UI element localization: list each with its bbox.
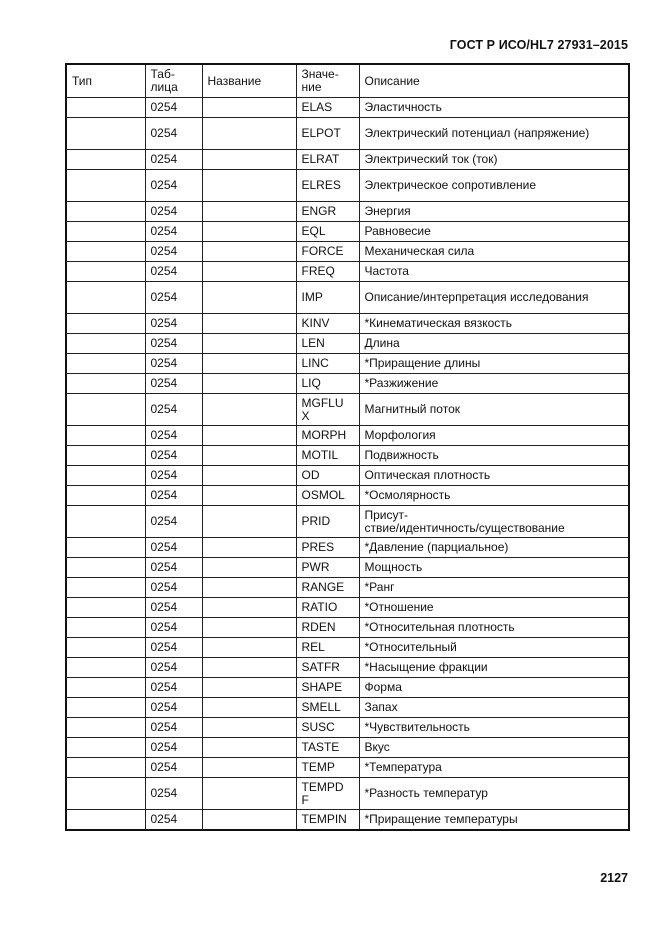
cell-value: TASTE [296, 738, 359, 758]
cell-name [202, 618, 296, 638]
cell-description: Магнитный поток [359, 394, 629, 426]
cell-table: 0254 [145, 678, 202, 698]
table-row [66, 242, 629, 262]
cell-type [66, 810, 145, 831]
cell-value: IMP [296, 282, 359, 314]
cell-type [66, 758, 145, 778]
cell-name [202, 394, 296, 426]
cell-table: 0254 [145, 538, 202, 558]
cell-name [202, 810, 296, 831]
cell-description: Подвижность [359, 446, 629, 466]
cell-description: *Чувствительность [359, 718, 629, 738]
cell-type [66, 374, 145, 394]
header-table: Таб- лица [145, 64, 202, 98]
cell-type [66, 618, 145, 638]
cell-name [202, 98, 296, 118]
cell-table: 0254 [145, 222, 202, 242]
cell-table: 0254 [145, 618, 202, 638]
cell-name [202, 354, 296, 374]
cell-type [66, 718, 145, 738]
cell-name [202, 658, 296, 678]
cell-type [66, 118, 145, 150]
cell-description: Запах [359, 698, 629, 718]
cell-description: *Разжижение [359, 374, 629, 394]
table-row [66, 394, 629, 426]
cell-table: 0254 [145, 466, 202, 486]
cell-type [66, 170, 145, 202]
cell-table: 0254 [145, 506, 202, 538]
table-row [66, 558, 629, 578]
table-row [66, 118, 629, 150]
table-row [66, 738, 629, 758]
cell-name [202, 538, 296, 558]
cell-value: MGFLU X [296, 394, 359, 426]
cell-value: ENGR [296, 202, 359, 222]
cell-value: KINV [296, 314, 359, 334]
cell-table: 0254 [145, 262, 202, 282]
cell-type [66, 262, 145, 282]
cell-name [202, 242, 296, 262]
cell-value: ELAS [296, 98, 359, 118]
cell-name [202, 222, 296, 242]
cell-value: OD [296, 466, 359, 486]
cell-type [66, 578, 145, 598]
cell-table: 0254 [145, 598, 202, 618]
cell-type [66, 222, 145, 242]
cell-name [202, 314, 296, 334]
table-row [66, 778, 629, 810]
header-type: Тип [66, 64, 145, 98]
cell-type [66, 658, 145, 678]
table-row [66, 486, 629, 506]
cell-description: Длина [359, 334, 629, 354]
cell-name [202, 262, 296, 282]
cell-description: Морфология [359, 426, 629, 446]
cell-name [202, 150, 296, 170]
cell-name [202, 558, 296, 578]
cell-value: SMELL [296, 698, 359, 718]
table-row [66, 446, 629, 466]
cell-type [66, 778, 145, 810]
cell-value: REL [296, 638, 359, 658]
document-header: ГОСТ Р ИСО/HL7 27931–2015 [449, 38, 628, 52]
cell-table: 0254 [145, 334, 202, 354]
cell-type [66, 354, 145, 374]
table-row [66, 718, 629, 738]
cell-name [202, 758, 296, 778]
cell-description: Форма [359, 678, 629, 698]
cell-type [66, 314, 145, 334]
cell-value: TEMP [296, 758, 359, 778]
cell-name [202, 466, 296, 486]
cell-name [202, 282, 296, 314]
cell-description: *Ранг [359, 578, 629, 598]
cell-value: ELRES [296, 170, 359, 202]
cell-type [66, 242, 145, 262]
cell-type [66, 446, 145, 466]
cell-type [66, 738, 145, 758]
codes-table [65, 63, 630, 831]
table-row [66, 758, 629, 778]
cell-type [66, 334, 145, 354]
table-row [66, 618, 629, 638]
cell-value: FORCE [296, 242, 359, 262]
cell-type [66, 202, 145, 222]
cell-table: 0254 [145, 170, 202, 202]
cell-name [202, 578, 296, 598]
table-row [66, 506, 629, 538]
cell-table: 0254 [145, 638, 202, 658]
cell-description: *Кинематическая вязкость [359, 314, 629, 334]
cell-table: 0254 [145, 658, 202, 678]
cell-type [66, 558, 145, 578]
cell-value: LIQ [296, 374, 359, 394]
cell-table: 0254 [145, 394, 202, 426]
cell-name [202, 486, 296, 506]
cell-type [66, 506, 145, 538]
cell-table: 0254 [145, 718, 202, 738]
cell-type [66, 698, 145, 718]
table-row [66, 98, 629, 118]
cell-table: 0254 [145, 810, 202, 831]
table-row [66, 314, 629, 334]
cell-value: PWR [296, 558, 359, 578]
cell-value: LINC [296, 354, 359, 374]
header-description: Описание [359, 64, 629, 98]
cell-table: 0254 [145, 426, 202, 446]
cell-value: ELPOT [296, 118, 359, 150]
cell-name [202, 698, 296, 718]
table-row [66, 698, 629, 718]
table-header-row [66, 64, 629, 98]
table-row [66, 678, 629, 698]
cell-name [202, 374, 296, 394]
table-row [66, 222, 629, 242]
cell-description: Равновесие [359, 222, 629, 242]
header-value: Значе- ние [296, 64, 359, 98]
cell-description: *Отношение [359, 598, 629, 618]
cell-type [66, 598, 145, 618]
cell-table: 0254 [145, 118, 202, 150]
table-row [66, 638, 629, 658]
cell-name [202, 718, 296, 738]
cell-description: *Температура [359, 758, 629, 778]
cell-table: 0254 [145, 446, 202, 466]
cell-description: Оптическая плотность [359, 466, 629, 486]
table-row [66, 598, 629, 618]
cell-description: Мощность [359, 558, 629, 578]
cell-value: MORPH [296, 426, 359, 446]
cell-value: SHAPE [296, 678, 359, 698]
cell-type [66, 466, 145, 486]
cell-name [202, 170, 296, 202]
cell-value: MOTIL [296, 446, 359, 466]
cell-name [202, 334, 296, 354]
cell-type [66, 98, 145, 118]
cell-type [66, 150, 145, 170]
cell-description: Вкус [359, 738, 629, 758]
table-body [66, 98, 629, 831]
table-row [66, 466, 629, 486]
cell-table: 0254 [145, 698, 202, 718]
table-row [66, 426, 629, 446]
cell-table: 0254 [145, 758, 202, 778]
cell-description: *Осмолярность [359, 486, 629, 506]
cell-name [202, 446, 296, 466]
cell-type [66, 486, 145, 506]
page-number: 2127 [600, 871, 628, 885]
table-row [66, 374, 629, 394]
table-row [66, 202, 629, 222]
cell-table: 0254 [145, 202, 202, 222]
cell-table: 0254 [145, 314, 202, 334]
cell-value: RANGE [296, 578, 359, 598]
cell-value: EQL [296, 222, 359, 242]
cell-name [202, 778, 296, 810]
header-name: Название [202, 64, 296, 98]
cell-value: TEMPIN [296, 810, 359, 831]
cell-value: PRID [296, 506, 359, 538]
table-row [66, 262, 629, 282]
table-row [66, 354, 629, 374]
cell-description: Эластичность [359, 98, 629, 118]
table-row [66, 170, 629, 202]
cell-type [66, 426, 145, 446]
cell-type [66, 678, 145, 698]
cell-type [66, 394, 145, 426]
cell-name [202, 638, 296, 658]
cell-description: Энергия [359, 202, 629, 222]
cell-name [202, 738, 296, 758]
cell-table: 0254 [145, 486, 202, 506]
cell-description: Механическая сила [359, 242, 629, 262]
cell-name [202, 506, 296, 538]
cell-table: 0254 [145, 558, 202, 578]
cell-table: 0254 [145, 778, 202, 810]
cell-value: PRES [296, 538, 359, 558]
table-row [66, 810, 629, 831]
cell-table: 0254 [145, 374, 202, 394]
cell-table: 0254 [145, 98, 202, 118]
cell-table: 0254 [145, 150, 202, 170]
cell-description: *Насыщение фракции [359, 658, 629, 678]
cell-description: *Приращение длины [359, 354, 629, 374]
cell-type [66, 538, 145, 558]
cell-description: *Приращение температуры [359, 810, 629, 831]
cell-table: 0254 [145, 354, 202, 374]
table-row [66, 538, 629, 558]
cell-table: 0254 [145, 738, 202, 758]
table-row [66, 658, 629, 678]
cell-description: Электрический ток (ток) [359, 150, 629, 170]
cell-name [202, 678, 296, 698]
cell-value: TEMPD F [296, 778, 359, 810]
cell-name [202, 118, 296, 150]
cell-description: Электрический потенциал (напряжение) [359, 118, 629, 150]
cell-value: RDEN [296, 618, 359, 638]
cell-name [202, 598, 296, 618]
cell-type [66, 638, 145, 658]
cell-description: *Относительный [359, 638, 629, 658]
cell-value: ELRAT [296, 150, 359, 170]
cell-description: *Давление (парциальное) [359, 538, 629, 558]
cell-value: FREQ [296, 262, 359, 282]
cell-table: 0254 [145, 282, 202, 314]
cell-name [202, 202, 296, 222]
cell-description: *Относительная плотность [359, 618, 629, 638]
cell-description: Присут- ствие/идентичность/существование [359, 506, 629, 538]
cell-name [202, 426, 296, 446]
table-row [66, 282, 629, 314]
table-row [66, 578, 629, 598]
cell-table: 0254 [145, 242, 202, 262]
cell-description: Описание/интерпретация исследования [359, 282, 629, 314]
cell-value: OSMOL [296, 486, 359, 506]
cell-value: LEN [296, 334, 359, 354]
table-row [66, 334, 629, 354]
cell-value: SUSC [296, 718, 359, 738]
cell-description: *Разность температур [359, 778, 629, 810]
table-row [66, 150, 629, 170]
cell-table: 0254 [145, 578, 202, 598]
cell-value: SATFR [296, 658, 359, 678]
cell-description: Электрическое сопротивление [359, 170, 629, 202]
cell-value: RATIO [296, 598, 359, 618]
cell-type [66, 282, 145, 314]
cell-description: Частота [359, 262, 629, 282]
